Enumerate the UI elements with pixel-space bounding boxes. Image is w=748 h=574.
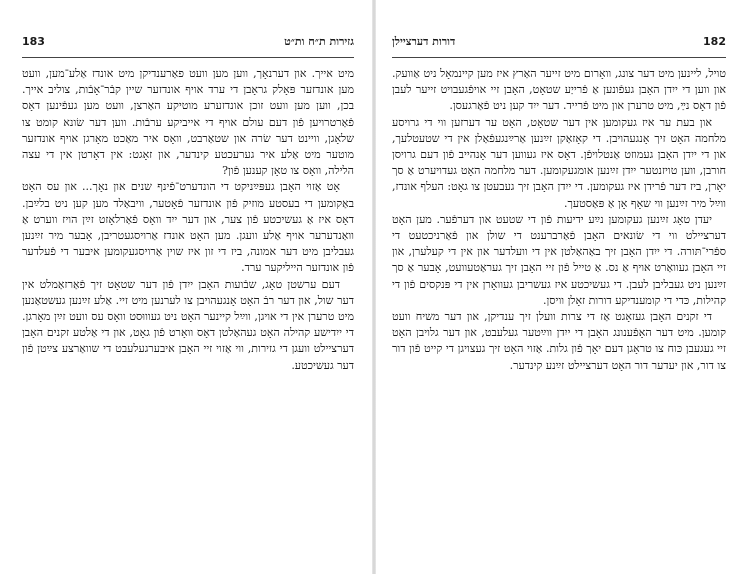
right-page-number: 182 bbox=[703, 35, 726, 48]
right-page-body bbox=[392, 66, 726, 374]
paragraph: אָט אַזוי האָבן געפּײַניקט די הונדערט־פֿינף שנים און נאָך... און עס האָט באַקומען די בעסטע מוזיק פֿון אונדזער פֿאָטער, וויבאַלד מען קען ניט בלײַבן. דאָס איז אַ געשיכטע פֿון צער, און דער ייִד וואָס פֿאַרלאָזט זײַן הויז ווערט אַ וואַנדערער אויף אַלע וועגן. מען האָט אונדז אַרויסגעטריבן, אָבער מיר זײַנען געבליבן מיט דער אמונה, ביז די זון איז שוין אַרויסגעקומען איבער די פֿעלדער פֿון אונדזער הייליקער ערד. bbox=[22, 180, 354, 275]
paragraph: טויל, ליינען מיט דער צונג, וואָרום מיט זייער האַרץ איז מען קיינמאָל ניט אַוועק. און ווען די ייִדן האָבן געפֿונען אַ פֿרייַע שטאָט, האָבן זיי אויפֿגעבויט זייער לעבן פֿון דאָס נײַ, מיט טרערן און מיט פֿרייד. דער ייִד קען ניט פֿאַרגעסן. bbox=[392, 67, 726, 113]
paragraph: און בעת ער איז געקומען אין דער שטאָט, האָט ער דערזען ווי די גרויסע מלחמה האָט זיך אָנגעהויבן. די קאָזאַקן זײַנען אַרײַנגעפֿאַלן אין די שטעטלעך, און די ייִדן האָבן געמוזט אַנטלויפֿן. דאָס איז געווען דער אָנהייב פֿון דעם גרויסן חורבן, ווען טויזנטער ייִדן זײַנען אומגעקומען. דער מלחמה האָט געדויערט אַ סך יאָרן, ביז דער פֿרידן איז געקומען. די ייִדן האָבן זיך געבעטן צו גאָט: העלף אונדז, ווײַל מיר זײַנען ווי שאָף אָן אַ פּאַסטעך. bbox=[392, 115, 726, 210]
paragraph: די זקנים האָבן געזאָגט אַז די צרות וועלן זיך ענדיקן, און דער משיח וועט קומען. מיט דער האָפֿענונג האָבן די ייִדן ווײַטער געלעבט, און דער גלויבן האָט זיי געגעבן כּוח צו טראָגן דעם יאָך פֿון גלות. אַזוי האָט זיך געצויגן די קייט פֿון דור צו דור, און יעדער דור האָט דערציילט זײַנע קינדער. bbox=[392, 310, 726, 372]
left-page-number: 183 bbox=[22, 35, 45, 48]
watermark: ​ bbox=[364, 251, 412, 309]
right-page-header bbox=[392, 33, 726, 58]
left-running-title: גזירות ת״ח ות״ט bbox=[284, 35, 354, 48]
paragraph: דעם ערשטן טאָג, שבֿועות האָבן ייִדן פֿון דער שטאָט זיך פֿאַרזאַמלט אין דער שול, און דער רבֿ האָט אָנגעהויבן צו לערנען מיט זיי. אַלע זײַנען געשטאַנען מיט טרערן אין די אויגן, ווײַל קיינער האָט ניט געוווּסט וואָס עס וועט זײַן מאָרגן. די ייִדישע קהילה האָט געהאַלטן דאָס וואָרט פֿון גאָט, און די אַלטע זקנים האָבן דערציילט וועגן די גזירות, ווי אַזוי זיי האָבן איבערגעלעבט די שוואַרצע צײַטן פֿון דער געשיכטע. bbox=[22, 277, 354, 372]
right-page bbox=[374, 0, 748, 574]
right-running-title: דורות דערציילן bbox=[392, 35, 456, 48]
left-page-header bbox=[22, 33, 354, 58]
paragraph: מיט אייך. און דערנאָך, ווען מען וועט פאַרענדיקן מיט אונדז אַלע־מען, וועט מען אונדזער פּאָלק גראָבן די ערד אויף אונדזער שיין קבֿר־אָבֿות, צוליב אייך. בכן, ווען מען וועט זוכן אונדזערע מוטיקע האַרצן, וועט מען געפֿינען דאָס פֿאַרטרויען פֿון דעם עולם אויף די אייביקע ערבֿות. ווען דער שׂונא קומט צו שלאָגן, וויינט דער שׂרה און שטאַרבט, וואָס איר מאַכט מאָרגן אויף אונדזער מוטער מיט אַלע איר גערעכטע קינדער, און זאָגט: אין דאָרטן אין די עצה הלילה, וואָס צו טאָן קענען פֿון? bbox=[22, 67, 354, 178]
left-page-body bbox=[22, 66, 354, 374]
paragraph: יעדן טאָג זײַנען געקומען נײַע ידיעות פֿון די שטעט און דערפֿער. מען האָט דערציילט ווי די שׂונאים האָבן פֿאַרברענט די שולן און פֿאַרניכטעט די ספֿרי־תּורה. די ייִדן האָבן זיך באַהאַלטן אין די וועלדער און אין די קעלערן, און זיי האָבן געוואַרט אויף אַ נס. אַ טייל פֿון זיי האָבן זיך געראַטעוועט, אָבער אַ סך זײַנען ניט געבליבן לעבן. די געשיכטע איז געשריבן געוואָרן אין די פּנקסים פֿון די קהילות, כּדי די קומענדיקע דורות זאָלן וויסן. bbox=[392, 212, 726, 307]
